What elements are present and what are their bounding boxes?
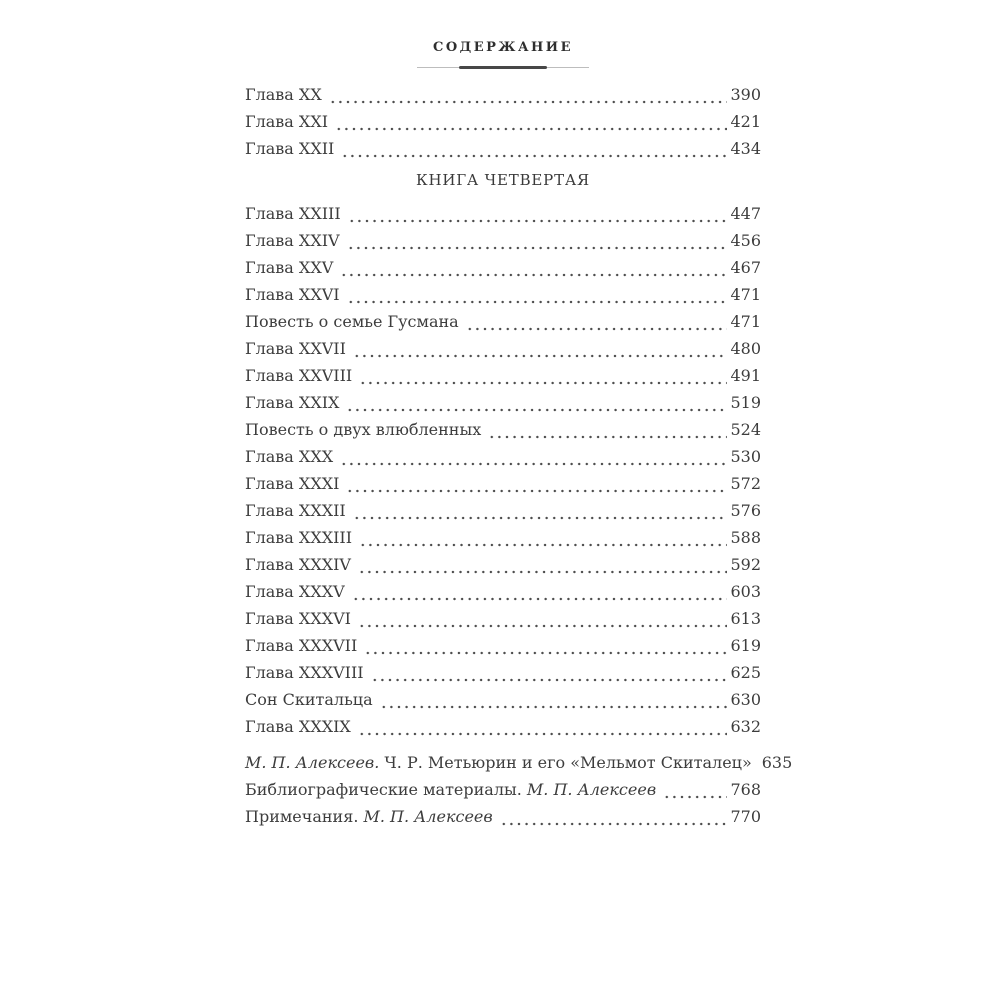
- dot-leader: [380, 686, 728, 713]
- toc-entry-page-number: 480: [730, 339, 761, 358]
- toc-entry-page-number: 519: [730, 393, 761, 412]
- decorative-rule-center-bar: [459, 66, 547, 69]
- toc-entry: [245, 200, 761, 227]
- toc-entry-label: Глава XXIV: [245, 231, 340, 250]
- toc-entry: [245, 416, 761, 443]
- toc-entry: [245, 749, 793, 776]
- toc-entry: [245, 659, 761, 686]
- toc-entry-page-number: 471: [730, 312, 761, 331]
- dot-leader: [466, 308, 728, 335]
- toc-entry-page-number: 603: [730, 582, 761, 601]
- toc-entry-label: Глава XXX: [245, 447, 334, 466]
- table-of-contents: [245, 81, 793, 830]
- toc-entry-page-number: 456: [730, 231, 761, 250]
- toc-entry: [245, 578, 761, 605]
- toc-entry-page-number: 619: [730, 636, 761, 655]
- toc-entry: [245, 389, 761, 416]
- toc-entry-label: Глава XXIII: [245, 204, 341, 223]
- toc-entry: [245, 108, 761, 135]
- toc-entry-page-number: 770: [730, 807, 761, 826]
- section-heading: КНИГА ЧЕТВЕРТАЯ: [416, 171, 590, 189]
- toc-entry: [245, 605, 761, 632]
- dot-leader: [663, 776, 727, 803]
- toc-entry-label: Глава XXII: [245, 139, 335, 158]
- toc-entry-page-number: 576: [730, 501, 761, 520]
- toc-entry: [245, 497, 761, 524]
- toc-entry-label: Глава XXVI: [245, 285, 340, 304]
- toc-entry-page-number: 588: [730, 528, 761, 547]
- dot-leader: [353, 335, 728, 362]
- toc-entry: [245, 362, 761, 389]
- dot-leader: [358, 551, 727, 578]
- toc-section: [245, 171, 761, 740]
- dot-leader: [353, 497, 728, 524]
- dot-leader: [371, 659, 728, 686]
- toc-entry: [245, 686, 761, 713]
- toc-entry-page-number: 632: [730, 717, 761, 736]
- page-title: СОДЕРЖАНИЕ: [432, 40, 574, 55]
- toc-entry: [245, 551, 761, 578]
- toc-entry-label: Глава XXIX: [245, 393, 340, 412]
- toc-entry: [245, 713, 761, 740]
- dot-leader: [340, 443, 727, 470]
- toc-entry: [245, 335, 761, 362]
- dot-leader: [364, 632, 727, 659]
- toc-section: [245, 81, 761, 162]
- dot-leader: [500, 803, 728, 830]
- toc-entry-label: Глава XXXIV: [245, 555, 351, 574]
- toc-entry-label: Глава XX: [245, 85, 322, 104]
- toc-entry-page-number: 635: [761, 753, 793, 772]
- toc-entry-page-number: 491: [730, 366, 761, 385]
- toc-entry: [245, 81, 761, 108]
- toc-entry-label: Глава XXXV: [245, 582, 345, 601]
- toc-entry-label: Глава XXXVIII: [245, 663, 364, 682]
- dot-leader: [358, 713, 728, 740]
- toc-entry-page-number: 421: [730, 112, 761, 131]
- toc-entry-page-number: 447: [730, 204, 761, 223]
- dot-leader: [347, 227, 728, 254]
- toc-entry-page-number: 630: [730, 690, 761, 709]
- toc-entry-label: Библиографические материалы. М. П. Алексеев: [245, 780, 657, 799]
- dot-leader: [352, 578, 728, 605]
- toc-entry-page-number: 524: [730, 420, 761, 439]
- toc-entry-page-number: 471: [730, 285, 761, 304]
- dot-leader: [347, 281, 728, 308]
- toc-entry: [245, 776, 761, 803]
- dot-leader: [329, 81, 728, 108]
- contents-header: [245, 40, 761, 69]
- toc-entry-label: Глава XXVIII: [245, 366, 353, 385]
- toc-entry-label: Глава XXI: [245, 112, 329, 131]
- dot-leader: [346, 470, 727, 497]
- toc-entry: [245, 254, 761, 281]
- toc-entry-label: М. П. Алексеев. Ч. Р. Метьюрин и его «Мельмот Скиталец»: [245, 753, 752, 772]
- toc-entry-label: Глава XXXVI: [245, 609, 351, 628]
- toc-entry-label: Глава XXXII: [245, 501, 346, 520]
- toc-entry-label: Глава XXV: [245, 258, 334, 277]
- toc-entry: [245, 227, 761, 254]
- toc-entry-label: Примечания. М. П. Алексеев: [245, 807, 493, 826]
- dot-leader: [359, 362, 727, 389]
- dot-leader: [346, 389, 727, 416]
- toc-entry: [245, 632, 761, 659]
- toc-entry-page-number: 625: [730, 663, 761, 682]
- toc-entry-page-number: 572: [730, 474, 761, 493]
- toc-entry: [245, 135, 761, 162]
- toc-entry-page-number: 467: [730, 258, 761, 277]
- toc-entry-page-number: 434: [730, 139, 761, 158]
- toc-entry: [245, 470, 761, 497]
- dot-leader: [358, 605, 727, 632]
- dot-leader: [348, 200, 728, 227]
- decorative-rule: [417, 66, 589, 69]
- toc-entry-page-number: 530: [730, 447, 761, 466]
- toc-entry-label: Сон Скитальца: [245, 690, 373, 709]
- dot-leader: [488, 416, 727, 443]
- toc-entry-page-number: 613: [730, 609, 761, 628]
- toc-entry: [245, 308, 761, 335]
- toc-entry-page-number: 592: [730, 555, 761, 574]
- toc-entry-label: Повесть о семье Гусмана: [245, 312, 459, 331]
- dot-leader: [341, 135, 727, 162]
- toc-entry-label: Глава XXXI: [245, 474, 340, 493]
- toc-entry-label: Глава XXXIX: [245, 717, 351, 736]
- contents-column: [245, 0, 793, 830]
- toc-entry-page-number: 390: [730, 85, 761, 104]
- toc-entry: [245, 524, 761, 551]
- toc-entry: [245, 803, 761, 830]
- toc-entry: [245, 443, 761, 470]
- toc-entry-page-number: 768: [730, 780, 761, 799]
- toc-entry-label: Глава XXXVII: [245, 636, 358, 655]
- toc-entry-label: Глава XXXIII: [245, 528, 353, 547]
- dot-leader: [340, 254, 727, 281]
- toc-entry-label: Повесть о двух влюбленных: [245, 420, 482, 439]
- toc-entry-label: Глава XXVII: [245, 339, 346, 358]
- dot-leader: [359, 524, 727, 551]
- toc-entry: [245, 281, 761, 308]
- toc-section: [245, 749, 793, 830]
- dot-leader: [335, 108, 727, 135]
